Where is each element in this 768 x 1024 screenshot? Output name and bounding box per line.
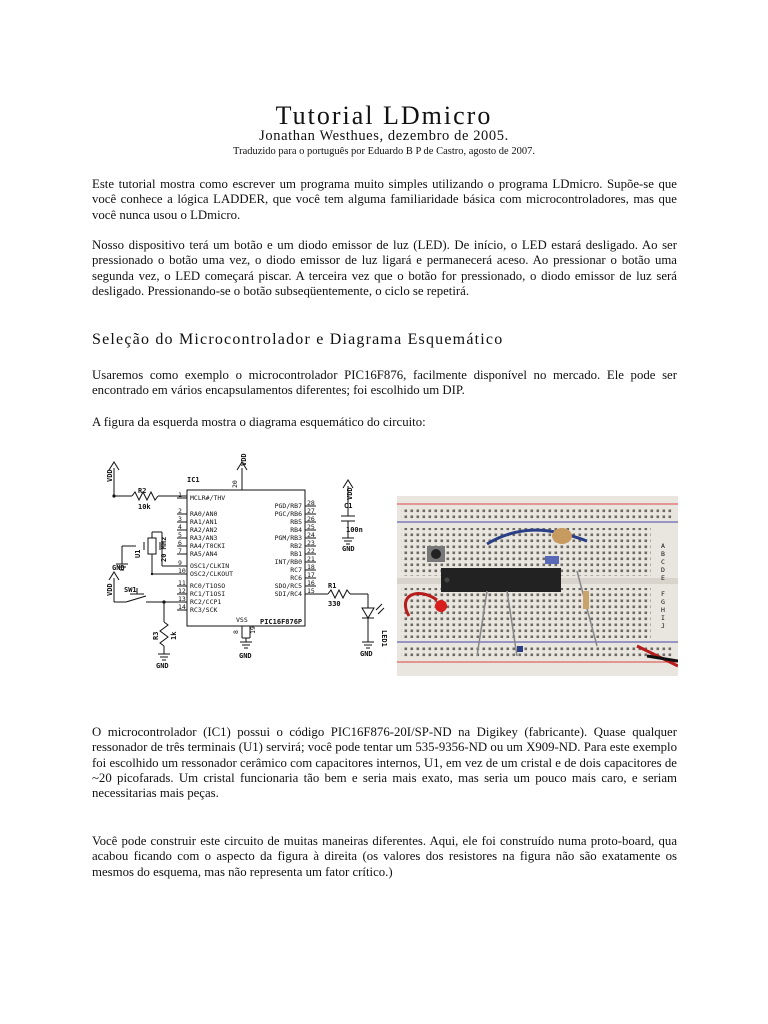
left-pin-number: 4	[178, 523, 182, 531]
row-letter: D	[661, 566, 665, 574]
r1-label: R1	[328, 582, 337, 590]
left-pin-number: 5	[178, 531, 182, 539]
gnd-label-3: GND	[239, 652, 252, 660]
micro-paragraph: Usaremos como exemplo o microcontrolador PIC16F876, facilmente disponível no mercado. Ele pode ser encontrado em vários encapsulamentos diferentes; foi escolhido um DIP.	[92, 368, 677, 398]
document-title: Tutorial LDmicro	[275, 101, 493, 131]
left-pin-number: 9	[178, 559, 182, 567]
left-pin-number: 13	[178, 595, 186, 603]
left-pin-label: RA3/AN3	[190, 534, 218, 542]
schematic-diagram	[92, 446, 392, 672]
gnd-label-5: GND	[360, 650, 373, 658]
row-letter: C	[661, 558, 665, 566]
right-pin-label: INT/RB0	[274, 558, 302, 566]
c1-label: C1	[344, 502, 353, 510]
c1-value: 100n	[346, 526, 363, 534]
translator-line: Traduzido para o português por Eduardo B P de Castro, agosto de 2007.	[233, 146, 535, 157]
figure-caption-paragraph: A figura da esquerda mostra o diagrama esquemático do circuito:	[92, 415, 426, 429]
right-pin-label: RC6	[290, 574, 302, 582]
right-pin-label: PGD/RB7	[274, 502, 302, 510]
left-pin-label: RC0/T1OSO	[190, 582, 226, 590]
vdd-label-2: VDD	[106, 469, 114, 482]
left-pin-label: RA2/AN2	[190, 526, 218, 534]
right-pin-label: RC7	[290, 566, 302, 574]
u1-value: 20 MHz	[160, 536, 168, 562]
left-pin-label: RA4/T0CKI	[190, 542, 226, 550]
left-pin-number: 1	[178, 491, 182, 499]
left-pin-label: MCLR#/THV	[190, 494, 226, 502]
right-pin-number: 15	[307, 587, 315, 595]
right-pin-label: PGM/RB3	[274, 534, 302, 542]
r2-value: 10k	[138, 503, 151, 511]
left-pin-number: 14	[178, 603, 186, 611]
led-label: LED1	[380, 630, 388, 647]
r3-value: 1k	[170, 631, 178, 640]
right-pin-label: PGC/RB6	[274, 510, 302, 518]
right-pin-number: 18	[307, 563, 315, 571]
left-pin-number: 3	[178, 515, 182, 523]
right-pin-number: 25	[307, 523, 315, 531]
pin8-label: 8	[232, 630, 240, 634]
row-letter: A	[661, 542, 665, 550]
vdd-label-4: VDD	[346, 487, 354, 500]
vdd-label: VDD	[240, 453, 248, 466]
left-pin-number: 2	[178, 507, 182, 515]
component-paragraph: O microcontrolador (IC1) possui o código PIC16F876-20I/SP-ND na Digikey (fabricante). Quase qualquer ressonador de três terminais (U1) servirá; você pode tentar um 535-9356-ND ou um X909-ND. Para este exemplo foi escolhido um ressonador cerâmico com capacitores internos, U1, em vez de um cristal e de dois capacitores de ~20 picofarads. Um cristal funcionaria tão bem e seria mais exato, mas seria um pouco mais caro, e seriam necessitarias mais peças.	[92, 725, 677, 801]
left-pin-label: RC1/T1OSI	[190, 590, 226, 598]
right-pin-number: 21	[307, 555, 315, 563]
row-letter: H	[661, 606, 665, 614]
r3-label: R3	[152, 631, 160, 640]
section-heading: Seleção do Microcontrolador e Diagrama Esquemático	[92, 331, 504, 348]
ic-label: IC1	[187, 476, 200, 484]
right-pin-label: SDO/RC5	[274, 582, 302, 590]
right-pin-number: 24	[307, 531, 315, 539]
gnd-label-2: GND	[156, 662, 169, 670]
row-letter: E	[661, 574, 665, 582]
right-pin-number: 28	[307, 499, 315, 507]
right-pin-label: RB2	[290, 542, 302, 550]
right-pin-number: 23	[307, 539, 315, 547]
left-pin-number: 12	[178, 587, 186, 595]
left-pin-label: OSC1/CLKIN	[190, 562, 230, 570]
row-letter: J	[661, 622, 665, 630]
right-pin-label: RB5	[290, 518, 302, 526]
left-pin-label: RA5/AN4	[190, 550, 218, 558]
left-pin-number: 11	[178, 579, 186, 587]
left-pin-number: 7	[178, 547, 182, 555]
row-letter: G	[661, 598, 665, 606]
row-letter: B	[661, 550, 665, 558]
right-pin-number: 22	[307, 547, 315, 555]
row-letter: F	[661, 590, 665, 598]
right-pin-label: RB1	[290, 550, 302, 558]
gnd-label-4: GND	[342, 545, 355, 553]
pin19-label: 19	[249, 626, 257, 634]
breadboard-photo	[397, 496, 678, 676]
sw1-label: SW1	[124, 586, 137, 594]
left-pin-label: RC3/SCK	[190, 606, 218, 614]
intro-paragraph: Este tutorial mostra como escrever um programa muito simples utilizando o programa LDmicro. Supõe-se que você conhece a lógica LADDER, que você tem alguma familiaridade básica com microcontroladores, mas que você nunca usou o LDmicro.	[92, 177, 677, 222]
pin20-label: 20	[231, 480, 239, 488]
left-pin-label: RA0/AN0	[190, 510, 218, 518]
left-pin-label: OSC2/CLKOUT	[190, 570, 234, 578]
chip-name: PIC16F876P	[260, 618, 303, 626]
r1-value: 330	[328, 600, 341, 608]
right-pin-number: 26	[307, 515, 315, 523]
vdd-label-3: VDD	[106, 583, 114, 596]
left-pin-label: RA1/AN1	[190, 518, 218, 526]
vss-label: VSS	[236, 616, 248, 624]
construction-paragraph: Você pode construir este circuito de muitas maneiras diferentes. Aqui, ele foi construído numa proto-board, qua acabou ficando com o aspecto da figura à direita (os valores dos resistores na figura não são exatamente os mesmos do esquema, mas não representa um fator crítico.)	[92, 834, 677, 879]
right-pin-label: SDI/RC4	[274, 590, 302, 598]
r2-label: R2	[138, 487, 147, 495]
left-pin-label: RC2/CCP1	[190, 598, 222, 606]
right-pin-number: 16	[307, 579, 315, 587]
right-pin-label: RB4	[290, 526, 302, 534]
device-paragraph: Nosso dispositivo terá um botão e um diodo emissor de luz (LED). De início, o LED estará desligado. Ao ser pressionado o botão uma vez, o diodo emissor de luz ligará e permanecerá aceso. Ao pressionar o botão uma segunda vez, o LED começará piscar. A terceira vez que o botão for pressionado, o diodo emissor de luz será desligado. Pressionando-se o botão subseqüentemente, o ciclo se repetirá.	[92, 238, 677, 298]
right-pin-number: 27	[307, 507, 315, 515]
row-letter: I	[661, 614, 665, 622]
right-pin-number: 17	[307, 571, 315, 579]
u1-label: U1	[134, 549, 142, 558]
author-line: Jonathan Westhues, dezembro de 2005.	[259, 128, 509, 144]
left-pin-number: 10	[178, 567, 186, 575]
gnd-label-1: GND	[112, 564, 125, 572]
left-pin-number: 6	[178, 539, 182, 547]
